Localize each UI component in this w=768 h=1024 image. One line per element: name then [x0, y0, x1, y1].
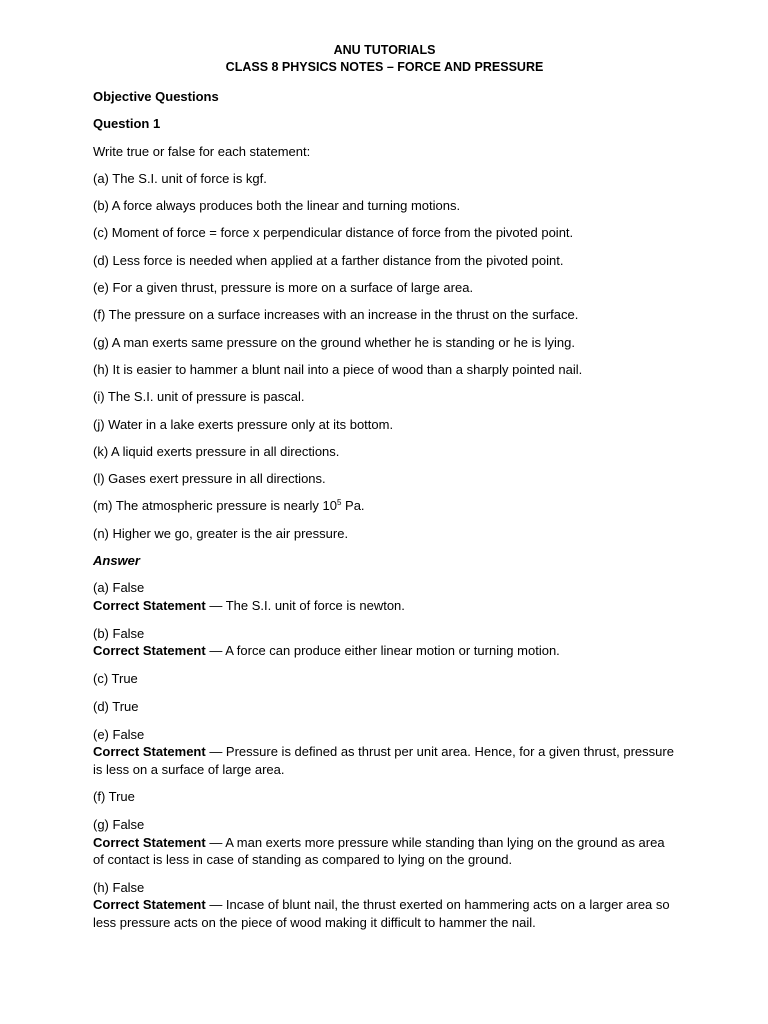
answer-d [93, 698, 676, 716]
statement-m-prefix: (m) The atmospheric pressure is nearly 10 [93, 498, 337, 514]
answer-b-verdict: (b) False [93, 625, 145, 641]
question-heading: Question 1 [93, 116, 161, 132]
correct-statement-label: Correct Statement [93, 744, 206, 760]
statement-c: (c) Moment of force = force x perpendicular distance of force from the pivoted point. [93, 225, 574, 241]
statement-j: (j) Water in a lake exerts pressure only at its bottom. [93, 416, 394, 432]
answer-h-correction [93, 896, 676, 931]
answer-g-correction [93, 834, 676, 869]
header-line-1: ANU TUTORIALS [333, 43, 436, 57]
answer-e-correction [93, 743, 676, 778]
answer-b [93, 625, 676, 660]
statement-n: (n) Higher we go, greater is the air pressure. [93, 525, 349, 541]
statement-m [93, 497, 676, 514]
statement-k: (k) A liquid exerts pressure in all directions. [93, 443, 340, 459]
answer-e [93, 726, 676, 779]
answer-b-correction-text: — A force can produce either linear motion or turning motion. [205, 643, 560, 659]
answer-b-correction [93, 642, 676, 660]
answer-e-correction-text: — Pressure is defined as thrust per unit area. Hence, for a given thrust, pressure is less on a surface of large area. [93, 744, 674, 777]
answer-g-verdict: (g) False [93, 817, 145, 833]
answer-heading: Answer [93, 553, 140, 569]
answer-f [93, 788, 676, 806]
answer-c [93, 670, 676, 688]
answer-f-verdict: (f) True [93, 789, 135, 805]
answer-h-correction-text: — Incase of blunt nail, the thrust exerted on hammering acts on a larger area so less pressure acts on the piece of wood making it difficult to hammer the nail. [93, 897, 670, 930]
statement-e: (e) For a given thrust, pressure is more on a surface of large area. [93, 280, 474, 296]
answer-c-verdict: (c) True [93, 670, 138, 686]
correct-statement-label: Correct Statement [93, 643, 206, 659]
answer-a-correction-text: — The S.I. unit of force is newton. [205, 597, 405, 613]
header-line-2: CLASS 8 PHYSICS NOTES – FORCE AND PRESSURE [225, 60, 544, 74]
answer-g-correction-text: — A man exerts more pressure while standing than lying on the ground as area of contact is less in case of standing as compared to lying on the ground. [93, 834, 665, 868]
instruction-text: Write true or false for each statement: [93, 143, 311, 159]
statement-g: (g) A man exerts same pressure on the ground whether he is standing or he is lying. [93, 334, 575, 350]
statement-h: (h) It is easier to hammer a blunt nail into a piece of wood than a sharply pointed nail. [93, 361, 583, 377]
document-header [93, 42, 676, 76]
statement-f: (f) The pressure on a surface increases with an increase in the thrust on the surface. [93, 307, 579, 323]
answer-g [93, 816, 676, 869]
answer-a [93, 579, 676, 614]
correct-statement-label: Correct Statement [93, 897, 206, 913]
statement-i: (i) The S.I. unit of pressure is pascal. [93, 389, 305, 405]
statement-m-exponent: 5 [336, 498, 342, 508]
section-heading: Objective Questions [93, 89, 219, 104]
statement-m-suffix: Pa. [341, 498, 365, 514]
statement-b: (b) A force always produces both the linear and turning motions. [93, 198, 461, 214]
statement-a: (a) The S.I. unit of force is kgf. [93, 170, 267, 186]
statement-d: (d) Less force is needed when applied at a farther distance from the pivoted point. [93, 252, 564, 268]
answer-h-verdict: (h) False [93, 879, 145, 895]
correct-statement-label: Correct Statement [93, 597, 206, 613]
answer-a-correction [93, 597, 676, 615]
correct-statement-label: Correct Statement [93, 834, 206, 850]
statement-l: (l) Gases exert pressure in all directions. [93, 471, 326, 487]
answer-d-verdict: (d) True [93, 698, 139, 714]
answer-a-verdict: (a) False [93, 580, 145, 596]
answer-e-verdict: (e) False [93, 726, 145, 742]
answer-h [93, 879, 676, 932]
